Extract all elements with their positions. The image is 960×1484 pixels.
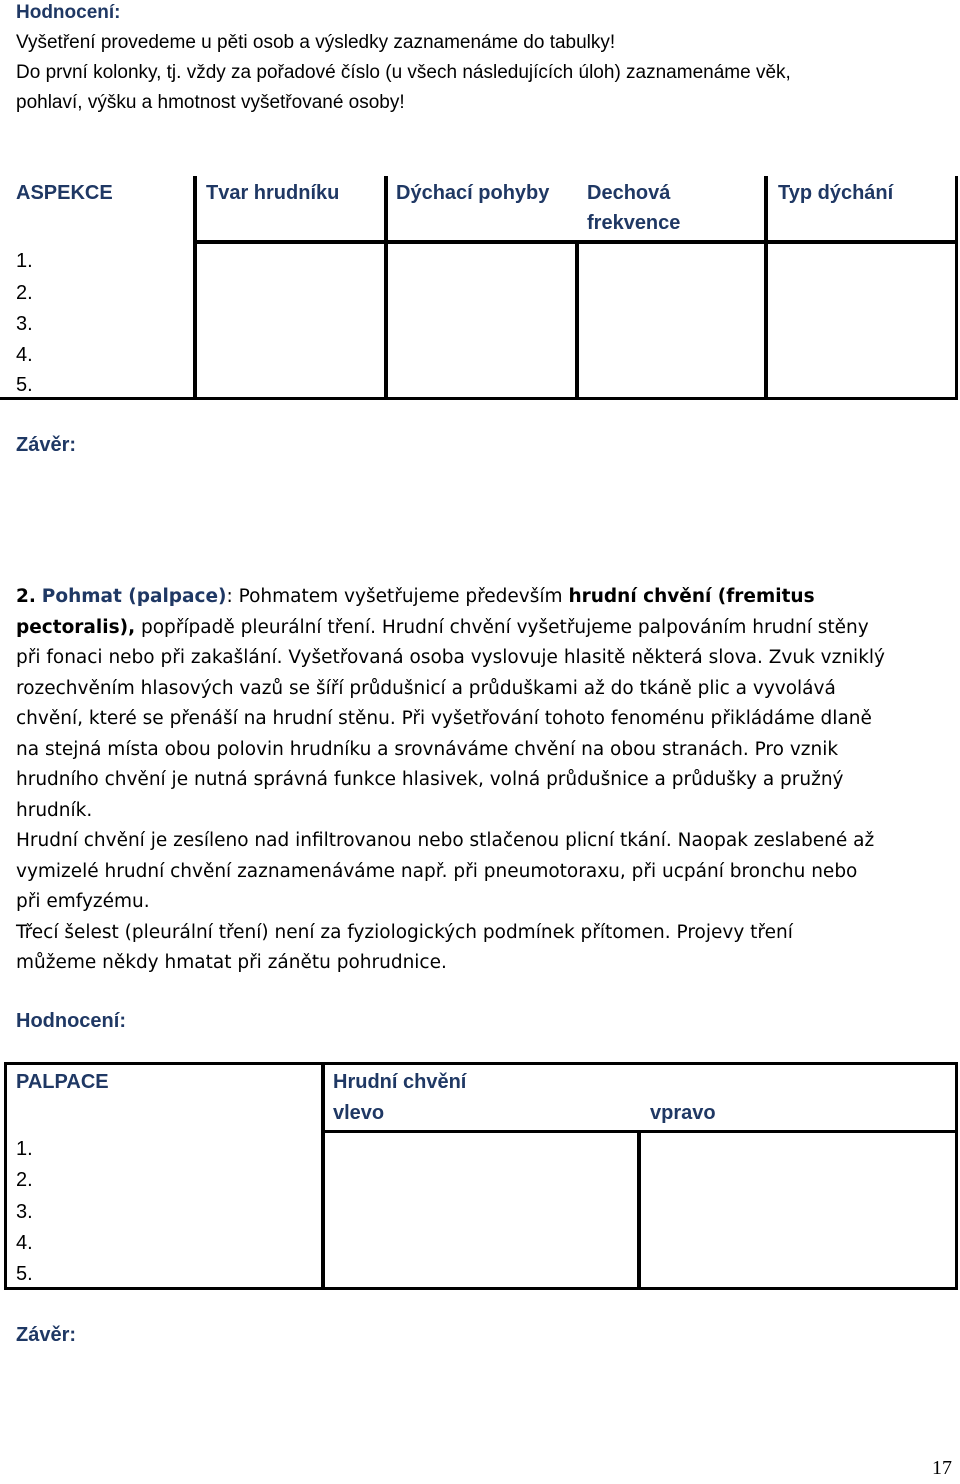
palpace-row-3: 3. xyxy=(16,1201,33,1223)
typ-dychani-header: Typ dýchání xyxy=(778,182,894,204)
paragraph-text-1: Pohmatem vyšetřujeme především xyxy=(232,586,569,607)
aspekce-bottom-rule xyxy=(0,397,958,400)
page-number: 17 xyxy=(932,1457,952,1479)
paragraph-line: Třecí šelest (pleurální tření) není za fyziologických podmínek přítomen. Projevy tření xyxy=(16,921,793,943)
dechova-header: Dechová xyxy=(587,182,671,204)
paragraph-line: vymizelé hrudní chvění zaznamenáváme např. při pneumotoraxu, při ucpání bronchu nebo xyxy=(16,860,858,882)
intro-line-1: Vyšetření provedeme u pěti osob a výsledky zaznamenáme do tabulky! xyxy=(16,32,616,53)
paragraph-text-2: popřípadě pleurální tření. Hrudní chvění vyšetřujeme palpováním hrudní stěny xyxy=(135,616,869,638)
paragraph-bold-2: pectoralis), xyxy=(16,616,136,638)
aspekce-row-1: 1. xyxy=(16,250,33,272)
aspekce-row-2: 2. xyxy=(16,282,33,304)
aspekce-vline-1 xyxy=(193,176,197,400)
paragraph-line: můžeme někdy hmatat při zánětu pohrudnice. xyxy=(16,952,447,973)
section-title: Pohmat (palpace) xyxy=(41,586,227,607)
intro-line-3: pohlaví, výšku a hmotnost vyšetřované osoby! xyxy=(16,92,405,113)
paragraph-line-2 xyxy=(16,613,946,644)
palpace-vline-1 xyxy=(321,1062,325,1290)
palpace-row-4: 4. xyxy=(16,1232,33,1254)
aspekce-vline-5 xyxy=(955,176,958,400)
aspekce-row-5: 5. xyxy=(16,374,33,396)
paragraph-line: při fonaci nebo při zakašlání. Vyšetřovaná osoba vyslovuje hlasitě některá slova. Zvuk vzniklý xyxy=(16,647,886,668)
section-number: 2. xyxy=(16,586,36,607)
aspekce-vline-2 xyxy=(384,176,388,400)
hrudni-chveni-header: Hrudní chvění xyxy=(333,1071,467,1093)
paragraph-bold-1: hrudní chvění (fremitus xyxy=(568,586,815,607)
tvar-hrudniku-header: Tvar hrudníku xyxy=(206,182,340,204)
hodnoceni-heading-2: Hodnocení: xyxy=(16,1010,126,1032)
palpace-vline-2 xyxy=(637,1130,641,1290)
zaver-heading-2: Závěr: xyxy=(16,1324,77,1346)
dychaci-pohyby-header: Dýchací pohyby xyxy=(396,182,550,204)
aspekce-header: ASPEKCE xyxy=(16,182,113,204)
aspekce-vline-3 xyxy=(575,244,579,400)
section-colon: : xyxy=(226,586,233,607)
aspekce-row-3: 3. xyxy=(16,313,33,335)
palpace-row-5: 5. xyxy=(16,1263,33,1285)
paragraph-line: hrudník. xyxy=(16,799,93,821)
palpace-right-rule xyxy=(955,1062,958,1290)
palpace-row-2: 2. xyxy=(16,1169,33,1191)
palpace-left-rule xyxy=(4,1062,7,1290)
palpace-paragraph xyxy=(16,582,946,979)
palpace-header-rule xyxy=(321,1130,958,1133)
intro-line-2: Do první kolonky, tj. vždy za pořadové číslo (u všech následujících úloh) zaznamenáme věk, xyxy=(16,62,791,83)
vpravo-header: vpravo xyxy=(650,1102,716,1124)
zaver-heading: Závěr: xyxy=(16,434,77,456)
paragraph-line: při emfyzému. xyxy=(16,891,150,912)
hodnoceni-heading: Hodnocení: xyxy=(16,2,121,23)
paragraph-line-1 xyxy=(16,582,946,613)
vlevo-header: vlevo xyxy=(333,1102,385,1124)
paragraph-line: rozechvěním hlasových vazů se šíří průdušnicí a průduškami až do tkáně plic a vyvolává xyxy=(16,677,836,699)
palpace-row-1: 1. xyxy=(16,1138,33,1160)
palpace-top-rule xyxy=(4,1062,958,1065)
palpace-header: PALPACE xyxy=(16,1071,109,1093)
aspekce-row-4: 4. xyxy=(16,344,33,366)
paragraph-line: na stejná místa obou polovin hrudníku a srovnáváme chvění na obou stranách. Pro vznik xyxy=(16,738,839,760)
paragraph-line: hrudního chvění je nutná správná funkce hlasivek, volná průdušnice a průdušky a pružný xyxy=(16,769,844,790)
aspekce-vline-4 xyxy=(764,176,768,400)
paragraph-line: Hrudní chvění je zesíleno nad infiltrovanou nebo stlačenou plicní tkání. Naopak zeslabené až xyxy=(16,830,875,851)
frekvence-header: frekvence xyxy=(587,212,681,234)
paragraph-line: chvění, které se přenáší na hrudní stěnu. Při vyšetřování tohoto fenoménu přikládáme dlaně xyxy=(16,708,872,729)
palpace-bottom-rule xyxy=(4,1287,958,1290)
